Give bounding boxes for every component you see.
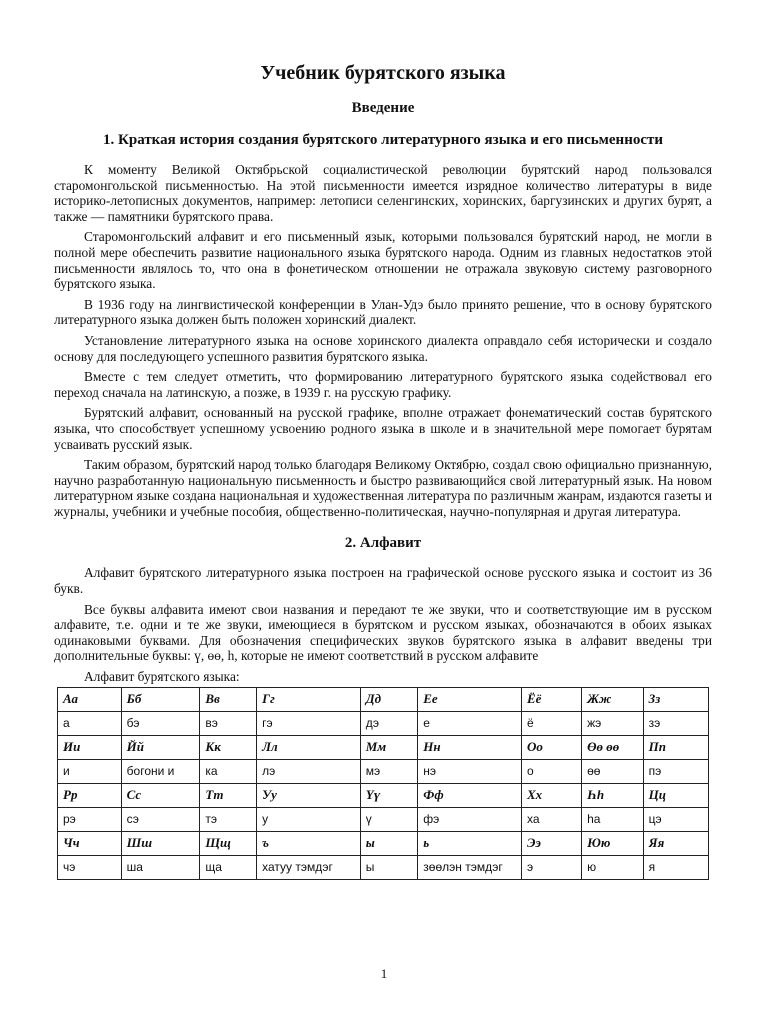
letter-cell: Нн [418, 735, 522, 759]
letter-cell: Мм [360, 735, 418, 759]
letter-name-cell: о [522, 759, 582, 783]
letter-name-cell: богони и [121, 759, 200, 783]
paragraph: В 1936 году на лингвистической конференции в Улан-Удэ было принято решение, что в основу бурятского литературного языка должен быть положен хоринский диалект. [54, 296, 712, 328]
letter-name-cell: ё [522, 711, 582, 735]
letter-cell: Вв [200, 687, 257, 711]
alphabet-table [57, 687, 709, 880]
alphabet-names-row [58, 855, 709, 879]
letter-name-cell: нэ [418, 759, 522, 783]
letter-name-cell: вэ [200, 711, 257, 735]
table-caption: Алфавит бурятского языка: [84, 669, 240, 685]
section-2-heading: 2. Алфавит [344, 535, 422, 552]
letter-cell: Ээ [522, 831, 582, 855]
letter-name-cell: өө [582, 759, 644, 783]
letter-name-cell: у [257, 807, 361, 831]
letter-cell: Яя [643, 831, 708, 855]
letter-name-cell: цэ [643, 807, 708, 831]
letter-name-cell: ю [582, 855, 644, 879]
intro-heading: Введение [351, 100, 415, 116]
letter-cell: Уу [257, 783, 361, 807]
letter-cell: Цц [643, 783, 708, 807]
letter-name-cell: я [643, 855, 708, 879]
letter-cell: Тт [200, 783, 257, 807]
alphabet-letters-row [58, 735, 709, 759]
letter-cell: Хх [522, 783, 582, 807]
letter-cell: Үү [360, 783, 418, 807]
section-1-text [54, 162, 712, 519]
letter-name-cell: ү [360, 807, 418, 831]
letter-cell: ы [360, 831, 418, 855]
letter-cell: Рр [58, 783, 122, 807]
paragraph: Установление литературного языка на основе хоринского диалекта оправдало себя исторически и создало основу для последующего успешного развития бурятского языка. [54, 332, 712, 364]
letter-cell: Чч [58, 831, 122, 855]
letter-name-cell: чэ [58, 855, 122, 879]
alphabet-names-row [58, 759, 709, 783]
letter-name-cell: ка [200, 759, 257, 783]
paragraph: Бурятский алфавит, основанный на русской графике, вполне отражает фонематический состав бурятского языка, что способствует успешному усвоению родного языка в школе и в значительной мере помогает бурятам усваивать русский язык. [54, 405, 712, 452]
alphabet-letters-row [58, 831, 709, 855]
letter-name-cell: һа [582, 807, 644, 831]
letter-name-cell: ха [522, 807, 582, 831]
letter-name-cell: лэ [257, 759, 361, 783]
letter-name-cell: ша [121, 855, 200, 879]
letter-cell: Ее [418, 687, 522, 711]
paragraph: Алфавит бурятского литературного языка построен на графической основе русского языка и состоит из 36 букв. [54, 565, 712, 597]
letter-cell: Бб [121, 687, 200, 711]
letter-name-cell: и [58, 759, 122, 783]
letter-cell: Юю [582, 831, 644, 855]
letter-cell: ь [418, 831, 522, 855]
letter-cell: ъ [257, 831, 361, 855]
alphabet-letters-row [58, 687, 709, 711]
letter-name-cell: мэ [360, 759, 418, 783]
letter-cell: Оо [522, 735, 582, 759]
letter-name-cell: э [522, 855, 582, 879]
letter-cell: Лл [257, 735, 361, 759]
letter-cell: Зз [643, 687, 708, 711]
letter-cell: Фф [418, 783, 522, 807]
section-1-heading: 1. Краткая история создания бурятского литературного языка и его письменности [102, 132, 664, 148]
letter-cell: Жж [582, 687, 644, 711]
letter-name-cell: зөөлэн тэмдэг [418, 855, 522, 879]
letter-name-cell: ы [360, 855, 418, 879]
letter-name-cell: дэ [360, 711, 418, 735]
letter-name-cell: рэ [58, 807, 122, 831]
letter-cell: Гг [257, 687, 361, 711]
letter-cell: Ёё [522, 687, 582, 711]
letter-cell: Кк [200, 735, 257, 759]
letter-cell: Шш [121, 831, 200, 855]
paragraph: Вместе с тем следует отметить, что формированию литературного бурятского языка содействовал его переход сначала на латинскую, а позже, в 1939 г. на русскую графику. [54, 369, 712, 400]
letter-name-cell: а [58, 711, 122, 735]
letter-cell: Өө өө [582, 735, 644, 759]
letter-cell: Сс [121, 783, 200, 807]
alphabet-names-row [58, 711, 709, 735]
letter-name-cell: бэ [121, 711, 200, 735]
letter-name-cell: фэ [418, 807, 522, 831]
paragraph: Все буквы алфавита имеют свои названия и передают те же звуки, что и соответствующие им в русском алфавите, т.е. одни и те же звуки, имеющиеся в бурятском и русском языках, обозначаются в обоих языках одинаковыми буквами. Для обозначения специфических звуков бурятского языка в алфавит введены три дополнительные буквы: ү, өө, һ, которые не имеют соответствий в русском алфавите [54, 601, 712, 664]
letter-name-cell: пэ [643, 759, 708, 783]
section-2-text [54, 565, 712, 684]
alphabet-letters-row [58, 783, 709, 807]
letter-name-cell: хатуу тэмдэг [257, 855, 361, 879]
page-number: 1 [380, 966, 388, 981]
letter-name-cell: ща [200, 855, 257, 879]
letter-cell: Аа [58, 687, 122, 711]
letter-cell: Щщ [200, 831, 257, 855]
letter-cell: Ии [58, 735, 122, 759]
paragraph: К моменту Великой Октябрьской социалистической революции бурятский народ пользовался старомонгольской письменностью. На этой письменности имеется изрядное количество литературы в виде историко-летописных документов, например: летописи селенгинских, хоринских, баргузинских и других бурят, а также — памятники бурятского права. [54, 162, 712, 224]
letter-cell: Һһ [582, 783, 644, 807]
document-title: Учебник бурятского языка [260, 62, 506, 84]
letter-name-cell: сэ [121, 807, 200, 831]
paragraph: Старомонгольский алфавит и его письменный язык, которыми пользовался бурятский народ, не могли в полной мере обеспечить развитие национального языка бурятского народа. Одним из главных недостатков этой письменности являлось то, что она в фонетическом отношении не отражала звуковую систему разговорного бурятского языка. [54, 229, 712, 292]
paragraph: Таким образом, бурятский народ только благодаря Великому Октябрю, создал свою официально признанную, научно разработанную национальную письменность и быстро развивающийся свой литературный язык. На новом литературном языке создана национальная и художественная литература по различным жанрам, издаются газеты и журналы, учебники и учебные пособия, общественно-политическая, научно-популярная и другая литература. [54, 457, 712, 519]
letter-name-cell: тэ [200, 807, 257, 831]
page-content [54, 60, 712, 880]
letter-name-cell: гэ [257, 711, 361, 735]
letter-name-cell: е [418, 711, 522, 735]
letter-cell: Йй [121, 735, 200, 759]
letter-cell: Пп [643, 735, 708, 759]
alphabet-names-row [58, 807, 709, 831]
letter-cell: Дд [360, 687, 418, 711]
letter-name-cell: жэ [582, 711, 644, 735]
letter-name-cell: зэ [643, 711, 708, 735]
